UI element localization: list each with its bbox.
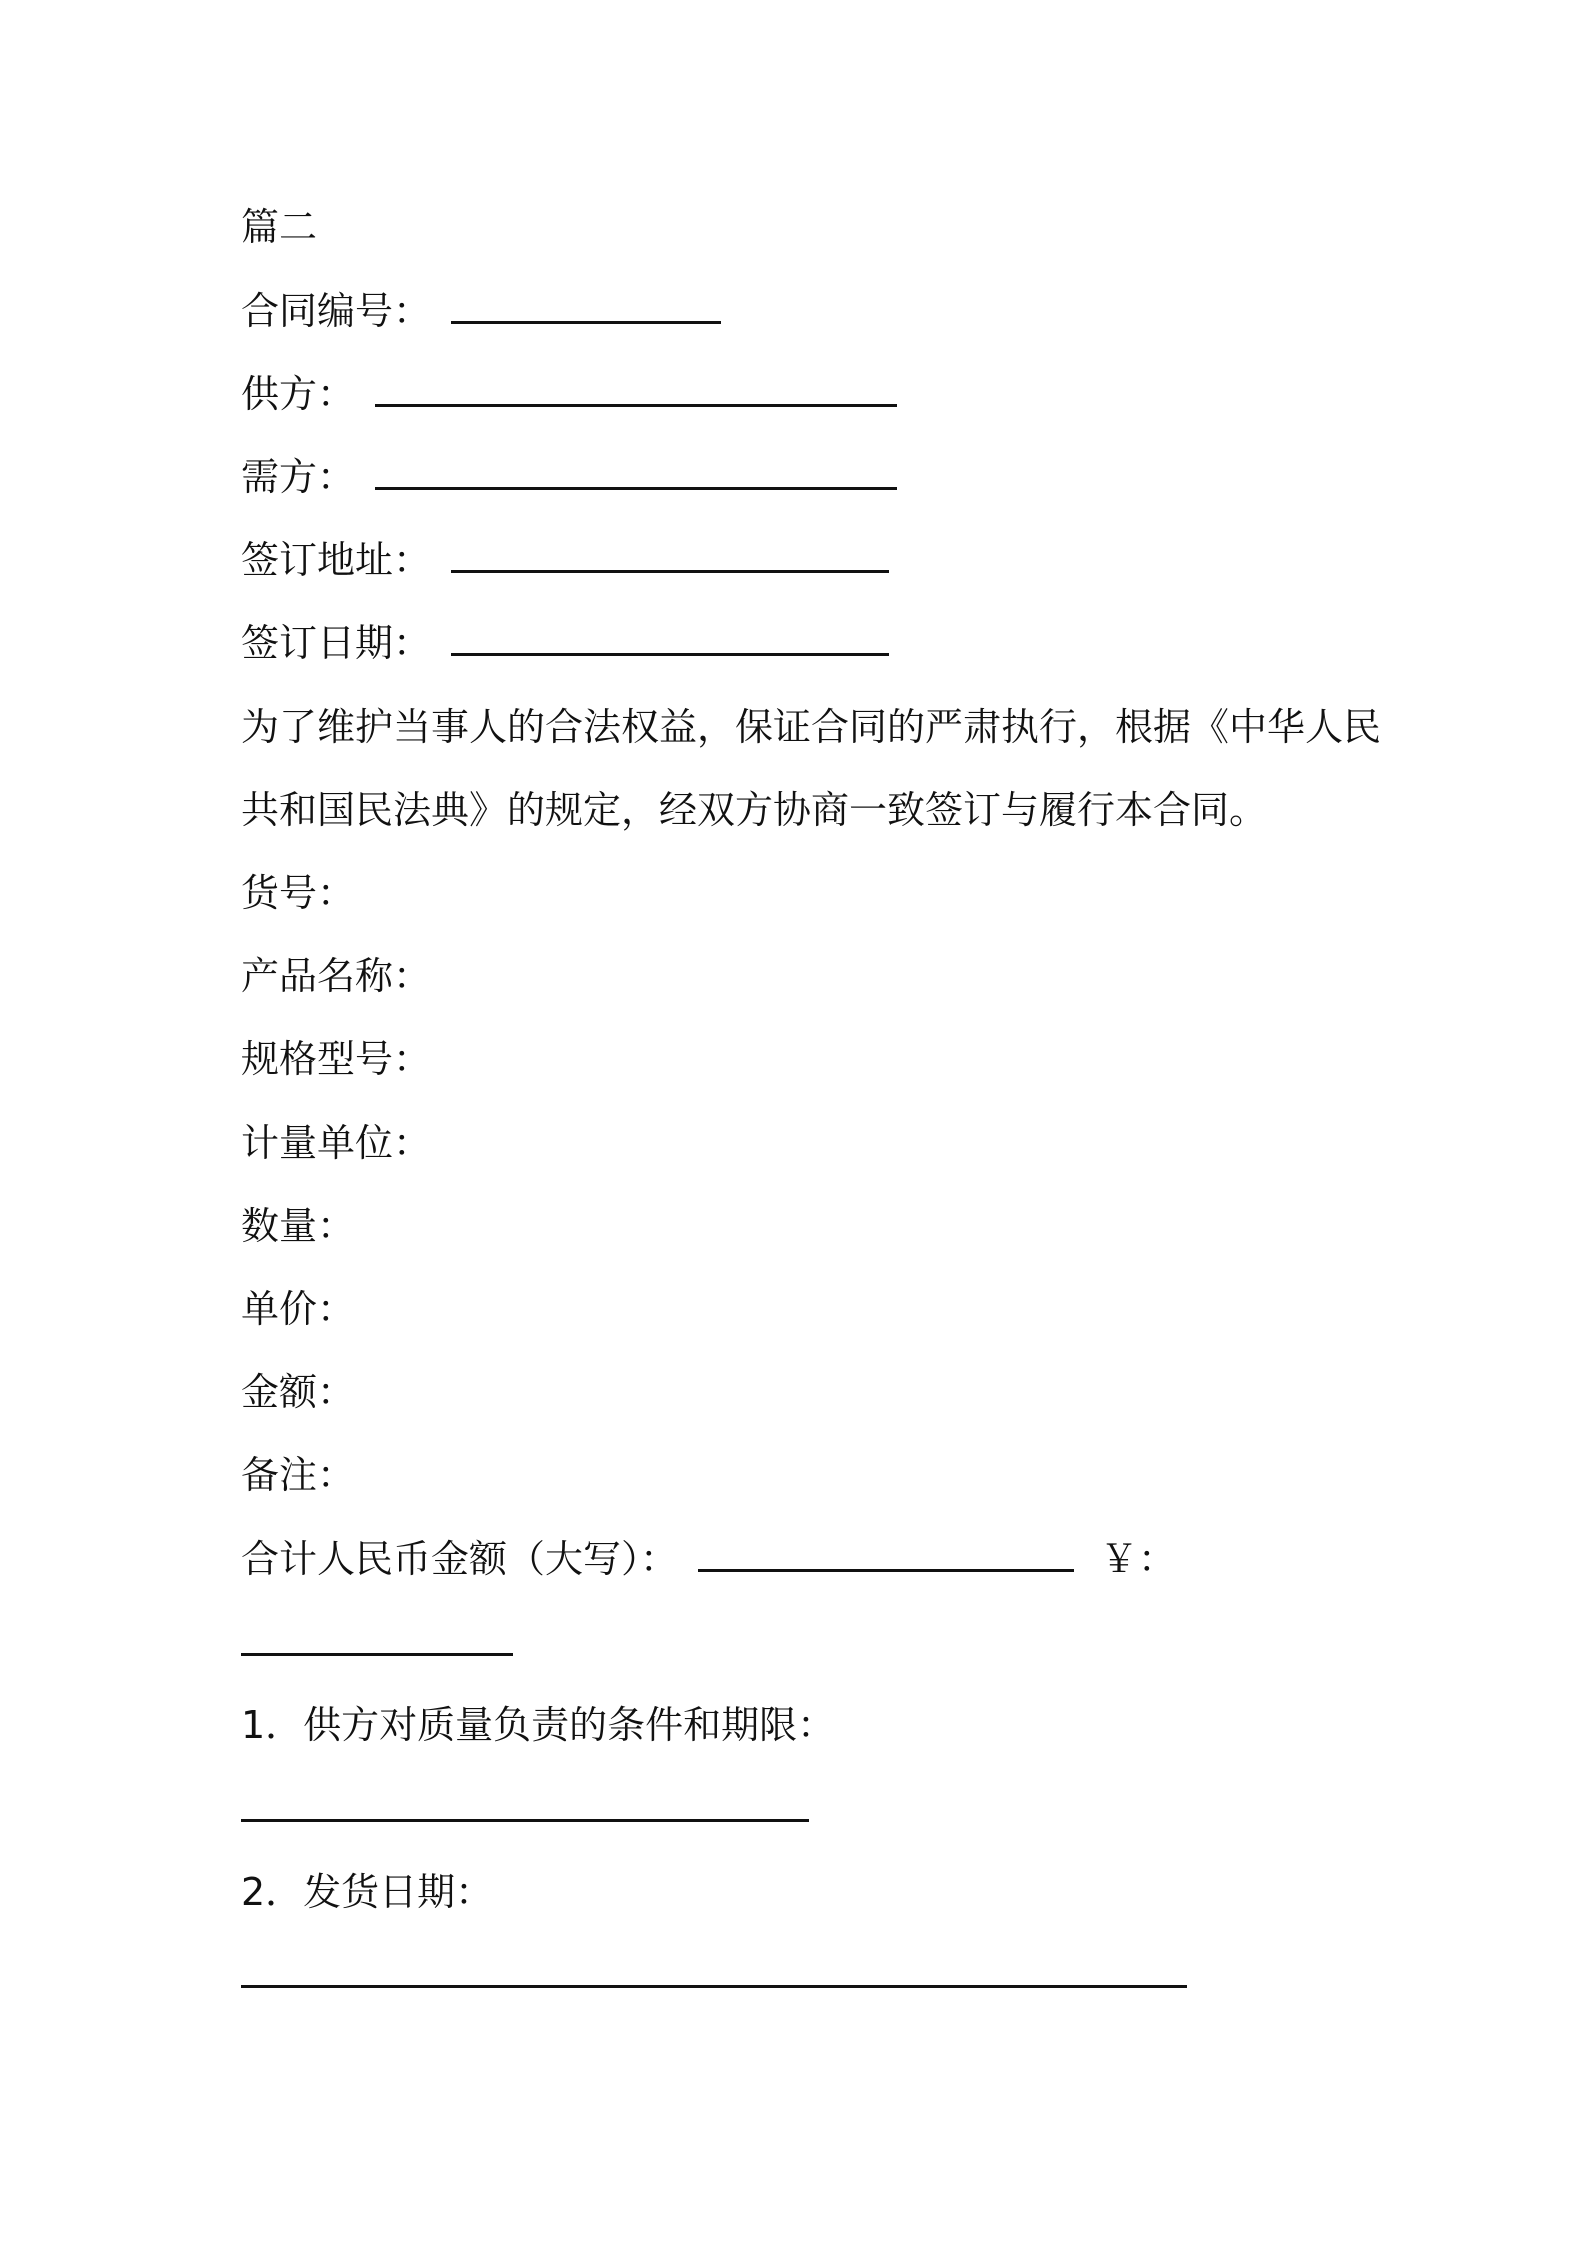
- unit-row: [241, 1119, 431, 1167]
- preamble-text-2: 共和国民法典》的规定，经双方协商一致签订与履行本合同。: [241, 788, 1268, 832]
- supplier-label: 供方：: [241, 372, 356, 416]
- sign-place-label: 签订地址：: [241, 538, 432, 582]
- total-amount-label: 合计人民币金额（大写）：: [241, 1537, 679, 1581]
- amount-label: 金额：: [241, 1370, 356, 1414]
- sign-place-row: [241, 536, 889, 584]
- quality-clause-label: 1．供方对质量负责的条件和期限：: [241, 1703, 836, 1747]
- delivery-date-row: [241, 1868, 493, 1916]
- goods-number-label: 货号：: [241, 871, 356, 915]
- contract-number-blank[interactable]: [451, 287, 721, 324]
- demander-label: 需方：: [241, 455, 356, 499]
- delivery-date-label: 2．发货日期：: [241, 1870, 494, 1914]
- quality-clause-blank[interactable]: [241, 1785, 809, 1822]
- sign-date-blank[interactable]: [451, 619, 889, 656]
- quality-clause-blank-row: [241, 1785, 809, 1833]
- remarks-row: [241, 1451, 355, 1499]
- quantity-row: [241, 1202, 355, 1250]
- unit-label: 计量单位：: [241, 1121, 432, 1165]
- supplier-row: [241, 370, 897, 418]
- contract-number-row: [241, 287, 721, 335]
- spec-model-label: 规格型号：: [241, 1037, 432, 1081]
- amount-row: [241, 1368, 355, 1416]
- total-amount-words-blank[interactable]: [698, 1535, 1074, 1572]
- quantity-label: 数量：: [241, 1204, 356, 1248]
- section-heading: [241, 203, 317, 251]
- supplier-blank[interactable]: [375, 370, 897, 407]
- preamble-line-2: [241, 786, 1267, 834]
- product-name-row: [241, 952, 431, 1000]
- currency-label: ￥：: [1100, 1537, 1177, 1581]
- demander-blank[interactable]: [375, 453, 897, 490]
- preamble-text-1: 为了维护当事人的合法权益，保证合同的严肃执行，根据《中华人民: [241, 705, 1382, 749]
- unit-price-row: [241, 1285, 355, 1333]
- demander-row: [241, 453, 897, 501]
- sign-date-label: 签订日期：: [241, 621, 432, 665]
- goods-number-row: [241, 869, 355, 917]
- total-amount-figure-row: [241, 1619, 513, 1667]
- sign-place-blank[interactable]: [451, 536, 889, 573]
- delivery-date-blank-row: [241, 1951, 1187, 1999]
- preamble-line-1: [241, 703, 1381, 751]
- heading-text: 篇二: [241, 205, 318, 249]
- delivery-date-blank[interactable]: [241, 1951, 1187, 1988]
- remarks-label: 备注：: [241, 1453, 356, 1497]
- quality-clause-row: [241, 1701, 835, 1749]
- contract-number-label: 合同编号：: [241, 289, 432, 333]
- product-name-label: 产品名称：: [241, 954, 432, 998]
- total-amount-figure-blank[interactable]: [241, 1619, 513, 1656]
- unit-price-label: 单价：: [241, 1287, 356, 1331]
- sign-date-row: [241, 619, 889, 667]
- total-amount-row: [241, 1535, 1176, 1583]
- spec-model-row: [241, 1035, 431, 1083]
